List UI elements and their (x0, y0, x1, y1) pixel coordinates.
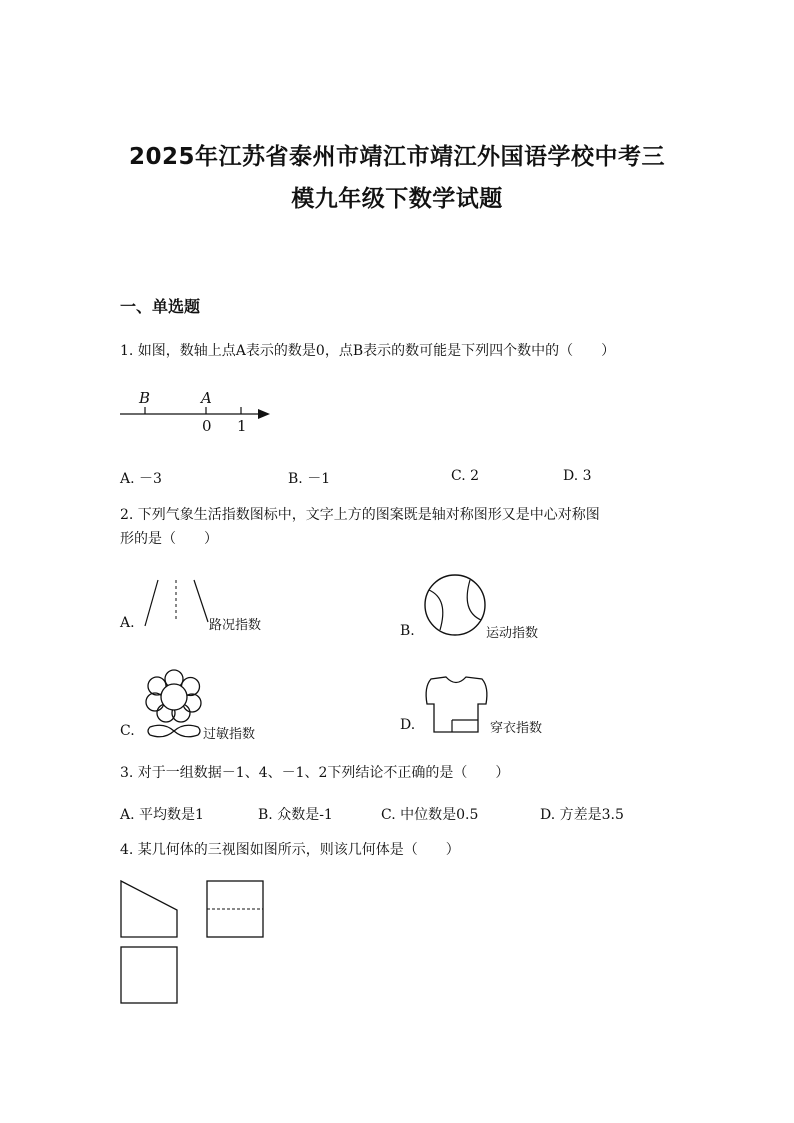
ball-icon (423, 573, 487, 637)
number-line-arrow (258, 409, 270, 419)
flower-icon (142, 668, 208, 740)
q3-option-c: C. 中位数是0.5 (381, 807, 479, 823)
shirt-icon (422, 674, 492, 736)
question-3-text: 3. 对于一组数据－1、4、－1、2下列结论不正确的是（ ） (120, 765, 510, 781)
label-a: A (201, 389, 212, 407)
side-view-figure (206, 880, 264, 938)
q1-option-b: B. －1 (288, 471, 331, 487)
question-2-text-line2: 形的是（ ） (120, 531, 218, 547)
road-icon (140, 578, 212, 628)
q2-option-d-letter: D. (400, 717, 416, 733)
page-title-line2: 模九年级下数学试题 (291, 186, 503, 212)
front-view-figure (120, 880, 178, 938)
label-one: 1 (237, 417, 247, 435)
page-title-line1: 2025年江苏省泰州市靖江市靖江外国语学校中考三 (128, 144, 665, 170)
q2-option-d-caption: 穿衣指数 (490, 721, 543, 736)
question-2-text-line1: 2. 下列气象生活指数图标中，文字上方的图案既是轴对称图形又是中心对称图 (120, 507, 600, 523)
q3-option-b: B. 众数是-1 (258, 807, 333, 823)
number-line-figure (118, 388, 278, 438)
q2-option-c-letter: C. (120, 723, 135, 739)
q2-option-c-caption: 过敏指数 (203, 727, 256, 742)
q2-option-b-letter: B. (400, 623, 415, 639)
q2-option-a-caption: 路况指数 (209, 618, 262, 633)
q3-option-d: D. 方差是3.5 (540, 807, 624, 823)
q1-option-d: D. 3 (563, 468, 592, 484)
label-zero: 0 (202, 417, 212, 435)
question-1-text: 1. 如图，数轴上点A表示的数是0，点B表示的数可能是下列四个数中的（ ） (120, 343, 616, 359)
top-view-figure (120, 946, 178, 1004)
question-4-text: 4. 某几何体的三视图如图所示，则该几何体是（ ） (120, 842, 460, 858)
q1-option-c: C. 2 (451, 468, 480, 484)
label-b: B (139, 389, 151, 407)
q3-option-a: A. 平均数是1 (120, 807, 204, 823)
q2-option-b-caption: 运动指数 (486, 626, 539, 641)
section-heading: 一、单选题 (120, 297, 201, 316)
q1-option-a: A. －3 (120, 471, 162, 487)
q2-option-a-letter: A. (120, 615, 135, 631)
